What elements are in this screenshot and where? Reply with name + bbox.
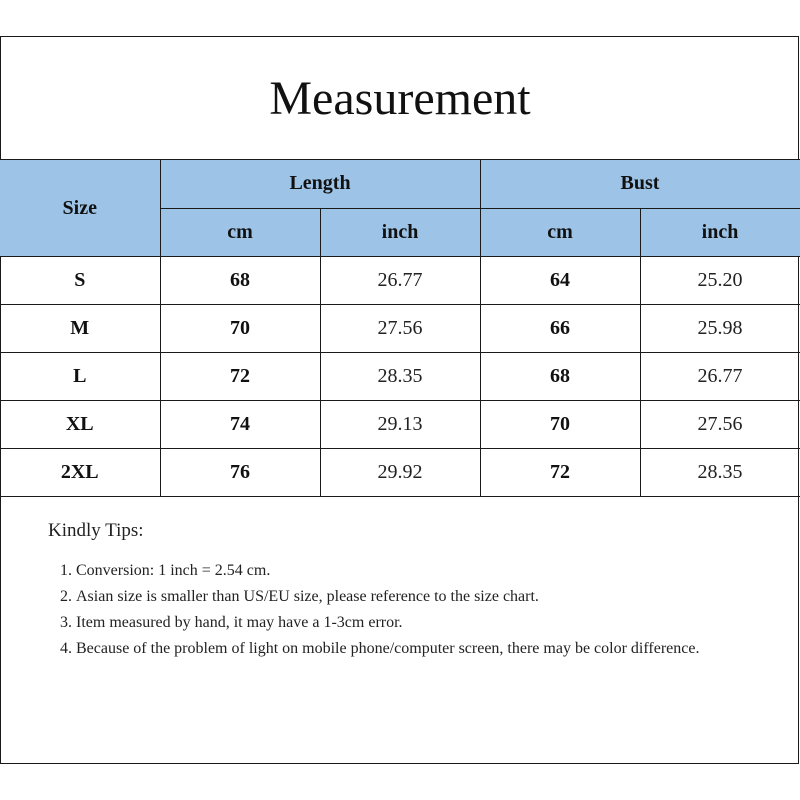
list-item: 4. Because of the problem of light on mobile phone/computer screen, there may be color difference.: [76, 636, 748, 662]
list-item: 3. Item measured by hand, it may have a 1-3cm error.: [76, 610, 748, 636]
length-cm-cell: 76: [160, 449, 320, 497]
size-column-header: Size: [0, 160, 160, 257]
kindly-tips: [48, 518, 748, 662]
length-inch-header: inch: [320, 208, 480, 257]
bust-cm-cell: 72: [480, 449, 640, 497]
length-cm-cell: 72: [160, 353, 320, 401]
table-row: [0, 353, 800, 401]
table-row: [0, 305, 800, 353]
length-inch-cell: 28.35: [320, 353, 480, 401]
bust-group-header: Bust: [480, 160, 800, 209]
size-chart-table: [0, 159, 800, 497]
bust-inch-header: inch: [640, 208, 800, 257]
length-cm-header: cm: [160, 208, 320, 257]
length-inch-cell: 29.92: [320, 449, 480, 497]
list-item: 1. Conversion: 1 inch = 2.54 cm.: [76, 558, 748, 584]
tips-title: Kindly Tips:: [48, 520, 144, 541]
size-cell: XL: [0, 401, 160, 449]
bust-cm-cell: 66: [480, 305, 640, 353]
bust-inch-cell: 28.35: [640, 449, 800, 497]
length-inch-cell: 27.56: [320, 305, 480, 353]
table-row: [0, 449, 800, 497]
length-cm-cell: 68: [160, 257, 320, 305]
table-row: [0, 401, 800, 449]
page-title: Measurement: [269, 71, 531, 125]
bust-cm-cell: 64: [480, 257, 640, 305]
length-inch-cell: 29.13: [320, 401, 480, 449]
size-cell: L: [0, 353, 160, 401]
size-cell: 2XL: [0, 449, 160, 497]
length-cm-cell: 70: [160, 305, 320, 353]
tips-list: [48, 558, 748, 662]
table-row: [0, 257, 800, 305]
length-group-header: Length: [160, 160, 480, 209]
bust-inch-cell: 27.56: [640, 401, 800, 449]
bust-cm-cell: 70: [480, 401, 640, 449]
bust-inch-cell: 25.98: [640, 305, 800, 353]
length-inch-cell: 26.77: [320, 257, 480, 305]
bust-inch-cell: 26.77: [640, 353, 800, 401]
bust-cm-cell: 68: [480, 353, 640, 401]
list-item: 2. Asian size is smaller than US/EU size, please reference to the size chart.: [76, 584, 748, 610]
size-cell: S: [0, 257, 160, 305]
bust-inch-cell: 25.20: [640, 257, 800, 305]
length-cm-cell: 74: [160, 401, 320, 449]
size-cell: M: [0, 305, 160, 353]
bust-cm-header: cm: [480, 208, 640, 257]
